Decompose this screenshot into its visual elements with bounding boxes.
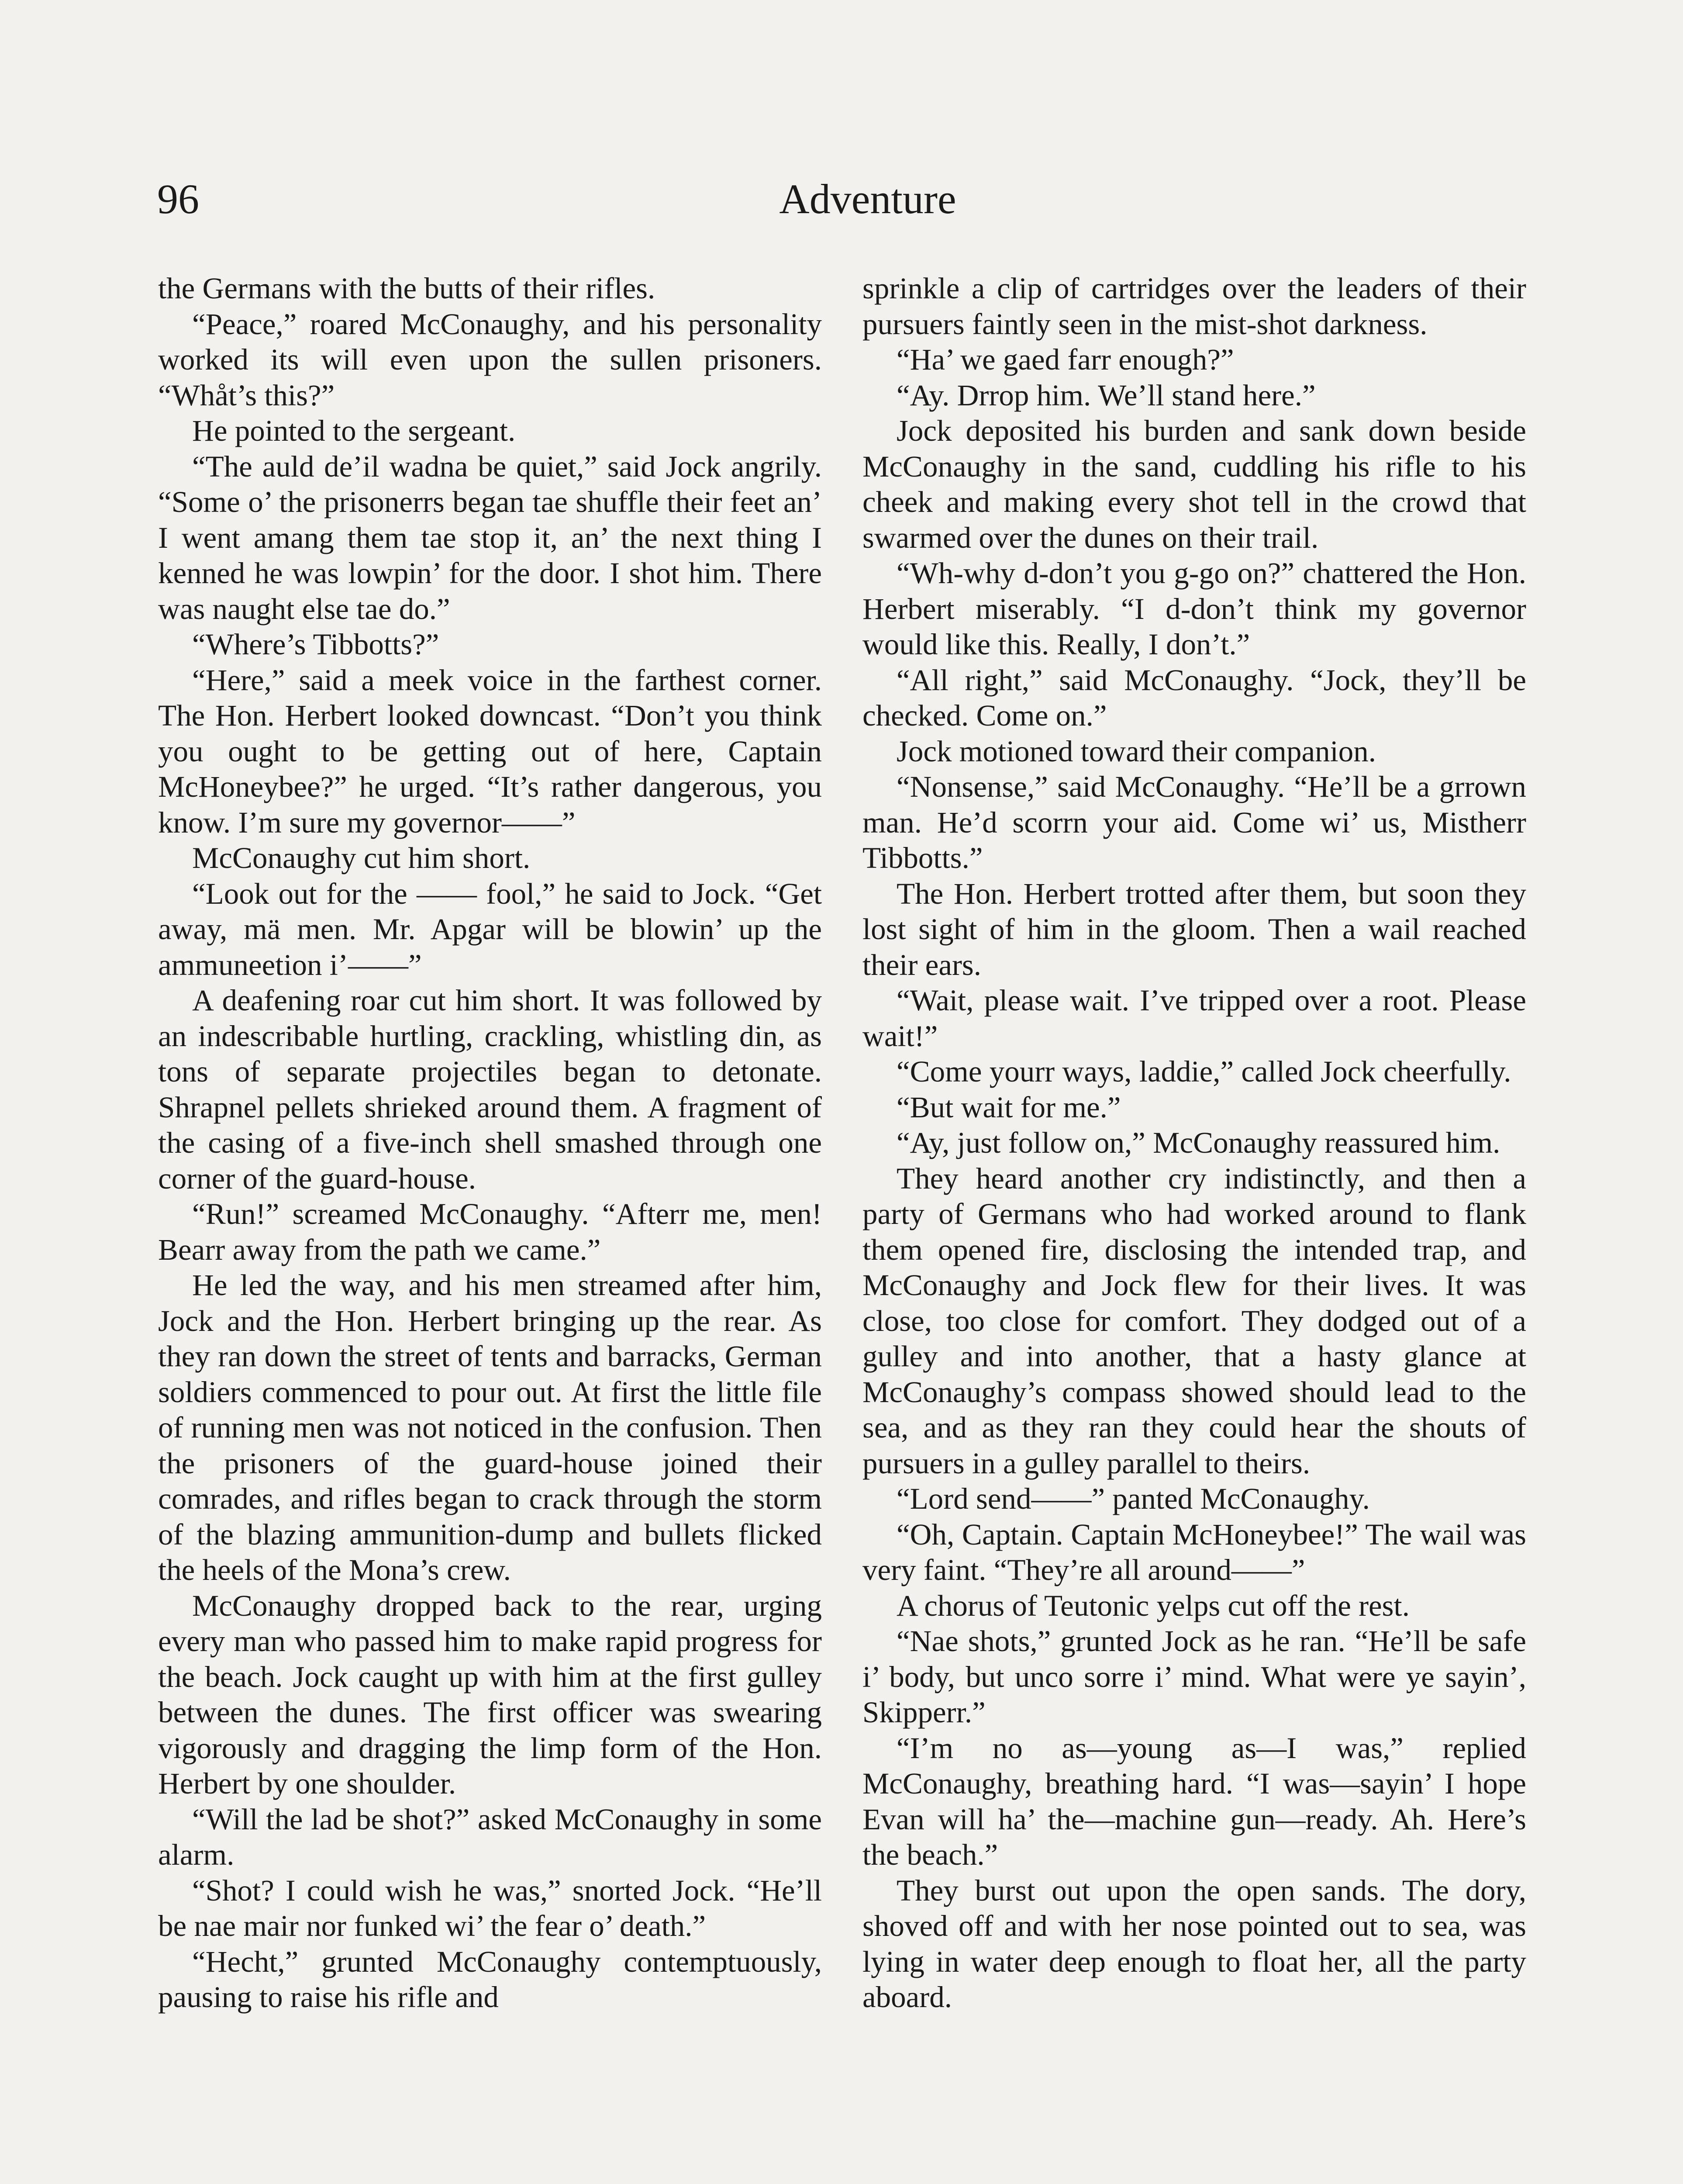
paragraph: “The auld de’il wadna be quiet,” said Jock angrily. “Some o’ the prisonerrs began tae shuffle their feet an’ I went amang them tae stop it, an’ the next thing I kenned he was lowpin’ for the door. I shot him. There was naught else tae do.” (158, 449, 822, 625)
paragraph: “Nonsense,” said McConaughy. “He’ll be a grrown man. He’d scorrn your aid. Come wi’ us, Mistherr Tibbotts.” (862, 770, 1526, 874)
paragraph: “Look out for the —— fool,” he said to Jock. “Get away, mä men. Mr. Apgar will be blowin’ up the ammuneetion i’——” (158, 877, 822, 981)
paragraph: “Run!” screamed McConaughy. “Afterr me, men! Bearr away from the path we came.” (158, 1197, 822, 1266)
paragraph: “Ay, just follow on,” McConaughy reassured him. (897, 1126, 1500, 1159)
page-number: 96 (157, 176, 199, 222)
paragraph: “But wait for me.” (897, 1090, 1121, 1124)
left-column (158, 271, 822, 2015)
paragraph: “Shot? I could wish he was,” snorted Jock. “He’ll be nae mair nor funked wi’ the fear o’ death.” (158, 1873, 822, 1942)
paragraph: the Germans with the butts of their rifles. (158, 272, 655, 305)
paragraph: He led the way, and his men streamed after him, Jock and the Hon. Herbert bringing up the rear. As they ran down the street of tents and barracks, German soldiers commenced to pour out. At first the little file of running men was not noticed in the confusion. Then the prisoners of the guard-house joined their comrades, and rifles began to crack through the storm of the blazing ammunition-dump and bullets flicked the heels of the Mona’s crew. (158, 1268, 822, 1586)
paragraph: “Oh, Captain. Captain McHoneybee!” The wail was very faint. “They’re all around——” (862, 1517, 1526, 1586)
paragraph: A deafening roar cut him short. It was followed by an indescribable hurtling, crackling, whistling din, as tons of separate projectiles began to detonate. Shrapnel pellets shrieked around them. A fragment of the casing of a five-inch shell smashed through one corner of the guard-house. (158, 984, 822, 1195)
paragraph: “Where’s Tibbotts?” (192, 628, 439, 661)
paragraph: “I’m no as—young as—I was,” replied McConaughy, breathing hard. “I was—sayin’ I hope Evan will ha’ the—machine gun—ready. Ah. Here’s the beach.” (862, 1731, 1526, 1871)
paragraph: McConaughy dropped back to the rear, urging every man who passed him to make rapid progress for the beach. Jock caught up with him at the first gulley between the dunes. The first officer was swearing vigorously and dragging the limp form of the Hon. Herbert by one shoulder. (158, 1589, 822, 1800)
paragraph: “Ay. Drrop him. We’ll stand here.” (897, 378, 1316, 412)
paragraph: “Wh-why d-don’t you g-go on?” chattered the Hon. Herbert miserably. “I d-don’t think my governor would like this. Really, I don’t.” (862, 556, 1526, 661)
paragraph: “All right,” said McConaughy. “Jock, they’ll be checked. Come on.” (862, 663, 1526, 732)
paragraph: “Ha’ we gaed farr enough?” (897, 343, 1234, 376)
paragraph: McConaughy cut him short. (192, 841, 531, 874)
paragraph: “Lord send——” panted McConaughy. (897, 1482, 1370, 1515)
right-column (862, 271, 1526, 2015)
paragraph: “Come yourr ways, laddie,” called Jock cheerfully. (897, 1055, 1511, 1088)
paragraph: “Nae shots,” grunted Jock as he ran. “He’ll be safe i’ body, but unco sorre i’ mind. What were ye sayin’, Skipperr.” (862, 1624, 1526, 1729)
paragraph: They burst out upon the open sands. The dory, shoved off and with her nose pointed out to sea, was lying in water deep enough to float her, all the party aboard. (862, 1873, 1526, 2014)
paragraph: “Will the lad be shot?” asked McConaughy in some alarm. (158, 1802, 822, 1871)
running-head: Adventure (779, 176, 956, 222)
paragraph: They heard another cry indistinctly, and then a party of Germans who had worked around to flank them opened fire, disclosing the intended trap, and McConaughy and Jock flew for their lives. It was close, too close for comfort. They dodged out of a gulley and into another, that a hasty glance at McConaughy’s compass showed should lead to the sea, and as they ran they could hear the shouts of pursuers in a gulley parallel to theirs. (862, 1161, 1526, 1480)
paragraph: sprinkle a clip of cartridges over the leaders of their pursuers faintly seen in the mist-shot darkness. (862, 272, 1526, 341)
paragraph: A chorus of Teutonic yelps cut off the rest. (897, 1589, 1410, 1622)
paragraph: “Here,” said a meek voice in the farthest corner. The Hon. Herbert looked downcast. “Don’t you think you ought to be getting out of here, Captain McHoneybee?” he urged. “It’s rather dangerous, you know. I’m sure my governor——” (158, 663, 822, 839)
paragraph: Jock motioned toward their companion. (897, 734, 1376, 768)
paragraph: He pointed to the sergeant. (192, 414, 516, 447)
paragraph: “Peace,” roared McConaughy, and his personality worked its will even upon the sullen prisoners. “Whåt’s this?” (158, 307, 822, 412)
paragraph: “Wait, please wait. I’ve tripped over a root. Please wait!” (862, 984, 1526, 1053)
paragraph: The Hon. Herbert trotted after them, but soon they lost sight of him in the gloom. Then a wail reached their ears. (862, 877, 1526, 981)
paragraph: Jock deposited his burden and sank down beside McConaughy in the sand, cuddling his rifle to his cheek and making every shot tell in the crowd that swarmed over the dunes on their trail. (862, 414, 1526, 554)
paragraph: “Hecht,” grunted McConaughy contemptuously, pausing to raise his rifle and (158, 1945, 822, 2014)
